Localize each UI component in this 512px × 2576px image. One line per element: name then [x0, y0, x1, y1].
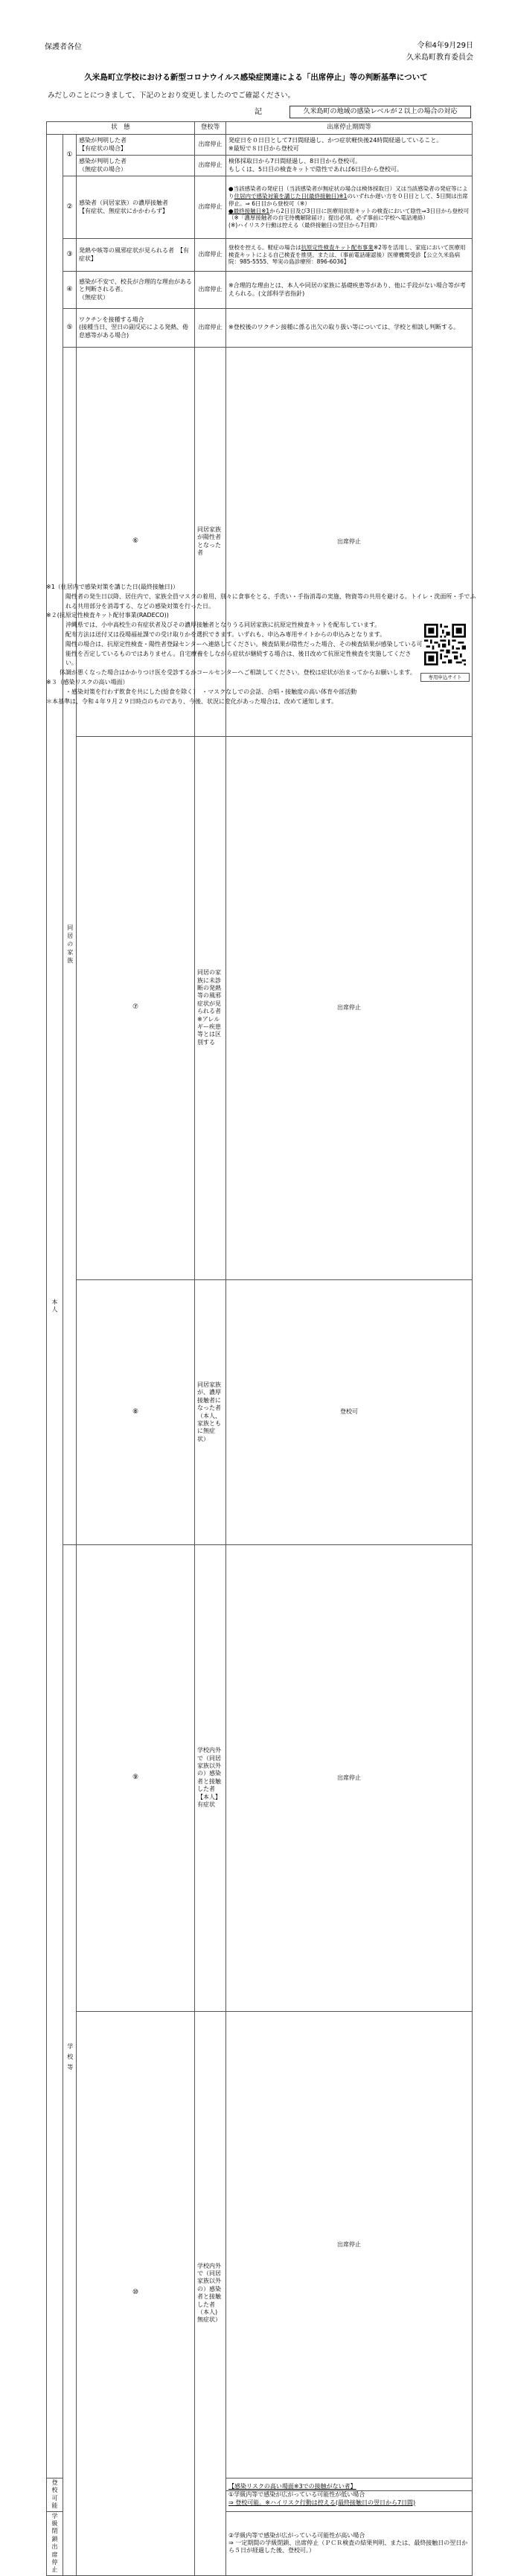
period-text: ●当該感染者の発症日（当該感染者が無症状の場合は検体採取日）又は当該感染者の発症等により	[228, 185, 468, 199]
row-number: ⑧	[77, 1279, 195, 1544]
period-text: ※最短で８日目から登校可	[228, 144, 299, 152]
table-row	[47, 176, 473, 239]
state-text: 同居家族が、濃厚接触者になった者	[197, 1381, 222, 1412]
period-text: のいずれか遅い方を０日目として、5日間は出席停止。⇒ 6日目から登校可（※）	[228, 193, 468, 207]
state-cell	[195, 2011, 226, 2575]
state-text: 【有症状の場合】	[79, 144, 127, 152]
table-row	[47, 2011, 473, 2478]
issuer: 久米島町教育委員会	[406, 54, 473, 62]
state-text: （本人、家族ともに無症状）	[197, 1412, 222, 1442]
notes	[46, 583, 478, 706]
table-row	[47, 156, 473, 176]
registration-cell: 出席停止	[195, 239, 226, 272]
period-text: (※)ハイリスク行動は控える（最終接触日の翌日から7日間）	[228, 222, 381, 228]
qr-code-icon[interactable]	[424, 624, 466, 665]
recipient: 保護者各位	[45, 43, 82, 51]
table-row	[47, 1279, 473, 1544]
note2-advice: 体調が悪くなった場合はかかりつけ医を受診するかコールセンターへご相談してください。登校は症状が治まってからお願いします。	[60, 669, 416, 677]
period-cell: ※合理的な理由とは、本人や同居の家族に基礎疾患等があり、他に手段がない場合等が考えられる。(文部科学省指針)	[226, 272, 473, 309]
period-text: ②学級内等で感染が広がっている可能性が高い場合	[228, 2531, 365, 2539]
criteria-table	[46, 121, 473, 2576]
registration-cell: 出席停止	[226, 736, 473, 1279]
row-number: ⑨	[77, 1545, 195, 2011]
period-text: 抗原定性検査キット配布事業	[301, 243, 374, 251]
state-text: 【有症状、無症状にかかわらず】	[79, 207, 168, 214]
registration-cell: 出席停止	[226, 348, 473, 737]
period-cell	[226, 2478, 473, 2512]
period-text: 住居内で感染対策を講じた日(最終接触日)※1	[234, 193, 348, 199]
table-row	[47, 239, 473, 272]
row-number: ⑥	[77, 348, 195, 737]
document-title: 久米島町立学校における新型コロナウイルス感染症関連による「出席停止」等の判断基準について	[84, 73, 428, 82]
registration-cell: 出席停止	[195, 156, 226, 176]
state-cell: 発熱や咳等の風邪症状が見られる者 【有症状】	[77, 239, 195, 272]
note2-text: 配布方法は送付又は役場福祉課での受け取りかを選択できます。いずれも、申込み専用サイトからの申込みとなります。	[65, 630, 386, 638]
period-text: もしくは、5日目の検査キットで陰性であれば6日目から登校可。	[228, 165, 403, 173]
header-registration: 登校等	[195, 122, 226, 135]
ki-label: 記	[255, 108, 262, 116]
table-row	[47, 272, 473, 309]
note2-title: ※２(抗原定性検査キット配付事業(RADECO))	[46, 612, 169, 619]
period-text: 検体採取日から7日間経過し、8日目から登校可。	[228, 158, 362, 165]
state-text: 感染が判明した者	[79, 137, 127, 144]
table-row	[47, 309, 473, 348]
state-text: (接種当日、翌日の副反応による発熱、倦怠感等がある場合)	[79, 324, 189, 339]
period-text: 登校を控える。軽症の場合は	[228, 243, 301, 251]
row-number: ④	[63, 272, 77, 309]
row-number: ②	[63, 176, 77, 239]
registration-cell: 出席停止	[195, 272, 226, 309]
state-text: 感染が不安で、校長が合理的な理由があると判断される者。	[79, 278, 192, 293]
state-text: （本人)無症状）	[197, 2308, 222, 2324]
period-text: から2日目及び3日目に医療用抗原キットの検査において陰性⇒3日目から登校可（※「濃厚接触者の自宅待機解除届け」提出必須。必ず事前に学校へ電話連絡）	[228, 207, 470, 222]
state-cell: 同居家族が陽性者となった者	[195, 348, 226, 737]
date-issuer	[406, 40, 473, 64]
table-row	[47, 135, 473, 156]
intro-text: みだしのことにつきまして、下記のとおり変更しましたのでご確認ください。	[48, 92, 295, 100]
state-cell	[195, 1545, 226, 2011]
row-number: ⑦	[77, 736, 195, 1279]
period-cell	[226, 2511, 473, 2575]
state-text: 【本人】有症状	[197, 1793, 222, 1809]
category-self: 本人	[47, 135, 63, 2478]
scope-box: 久米島町の地域の感染レベルが２以上の場合の対応	[289, 106, 471, 118]
period-text: ①学級内等で感染が広がっている可能性が低い場合	[228, 2491, 365, 2499]
state-cell	[77, 176, 195, 239]
registration-cell: 出席停止	[195, 176, 226, 239]
state-cell	[195, 1279, 226, 1544]
category-family	[63, 348, 77, 1545]
state-text: 学校内外で（同居家族以外の）感染者と接触した者	[197, 1747, 222, 1793]
table-row	[47, 1545, 473, 2011]
row-number: ①	[63, 135, 77, 176]
period-text: ※2等を活用し、家庭において医療用検査キットによる自己検査を推奨。または、（事前電話確認後）医療機関受診【公立久米島病院：985-5555、琴実の島診療所：896-6036】	[228, 243, 466, 266]
state-text: （無症状）	[79, 293, 109, 301]
registration-cell: 出席停止	[226, 2011, 473, 2478]
note2-text: 陽性の場合は、抗原定性検査・陽性者登録センターへ連絡してください。検査結果が陰性だった場合、その検査結果が感染している可能性を否定しているものではありません。自宅療養をしながら症状が継続する場合は、後日改めて抗原定性検査を実施してください。	[65, 640, 423, 667]
issue-date: 令和4年9月29日	[417, 42, 473, 50]
category-school-text: 学校等	[66, 2043, 74, 2075]
header-period: 出席停止期間等	[226, 122, 473, 135]
note1-title: ※1（住居内で感染対策を講じた日(最終接触日)）	[46, 584, 179, 590]
footer-note: ＊本基準は、令和４年９月２９日時点のものであり、今後、状況に変化があった場合は、改めて通知します。	[46, 697, 338, 705]
state-text: ※アレルギー疾患等とは区別する	[197, 1015, 222, 1046]
state-text: 同居の家族に未診断の発熱等の風邪症状が見られる者	[197, 969, 222, 1015]
registration-cell: 出席停止	[195, 135, 226, 156]
table-header-row	[47, 122, 473, 135]
period-text: 発症日を０日目として7日間経過し、かつ症状軽快後24時間経過していること。	[228, 137, 443, 144]
registration-cell: 登校可能	[47, 2478, 63, 2512]
period-text: ⇒ 一定期間の学級閉鎖、出席停止（ＰＣＲ検査の結果判明、または、最終接触日の翌日から５日が経過した後、登校可。）	[228, 2539, 468, 2554]
state-cell	[195, 736, 226, 1279]
qr-label: 専用申込サイト	[420, 673, 470, 682]
state-cell	[77, 309, 195, 348]
state-cell	[77, 272, 195, 309]
period-subheading: 【感染リスクの高い場面※3での接触がない者】	[226, 2483, 472, 2491]
period-cell	[226, 239, 473, 272]
state-cell	[77, 156, 195, 176]
row-number: ⑩	[77, 2011, 195, 2575]
state-text: （無症状の場合）	[79, 165, 127, 173]
category-family-text: 同居の家族	[66, 924, 74, 965]
state-text: 感染者（同居家族）の濃厚接触者	[79, 199, 168, 207]
category-school	[63, 1545, 77, 2576]
note2-text: 沖縄県では、小中高校生の有症状者及びその濃厚接触者となりうる同居家族に抗原定性検査キットを配布しています。	[65, 621, 381, 629]
note1-body: 陽性者の発生日以降、居住内で、家族全員マスクの着用、別々に食事をとる、手洗い・手指消毒の実施、物資等の共用を避ける。トイレ・洗面所・手でふれる共用部分を消毒する、などの感染対策を行った日。	[65, 592, 476, 610]
note2-body	[46, 621, 423, 668]
period-text: ⇒ 登校可能。※ハイリスク行動は控える(最終接触日の翌日から7日間)	[228, 2499, 416, 2506]
period-cell	[226, 135, 473, 156]
period-cell	[226, 156, 473, 176]
table-row	[47, 736, 473, 1279]
registration-cell: 学級閉鎖出席停止	[47, 2511, 63, 2575]
note3-title: ※３（感染リスクの高い場面）	[46, 678, 129, 685]
state-cell	[77, 135, 195, 156]
period-text: ●最終接触日※1	[228, 207, 270, 214]
state-text: ワクチンを接種する場合	[79, 316, 144, 323]
registration-cell: 出席停止	[195, 309, 226, 348]
row-number: ⑤	[63, 309, 77, 348]
period-cell: ※登校後のワクチン接種に係る出欠の取り扱い等については、学校と相談し判断する。	[226, 309, 473, 348]
header-state: 状 態	[47, 122, 195, 135]
state-text: 感染が判明した者	[79, 158, 127, 165]
row-number: ③	[63, 239, 77, 272]
note3-body: ・感染対策を行わず飲食を共にした(給食を除く） ・マスクなしでの会話、合唱・接触度の高い体育や部活動	[65, 688, 357, 695]
period-cell	[226, 176, 473, 239]
registration-cell: 登校可	[226, 1279, 473, 1544]
registration-cell: 出席停止	[226, 1545, 473, 2011]
state-text: 学校内外で（同居家族以外の）感染者と接触した者	[197, 2262, 222, 2308]
